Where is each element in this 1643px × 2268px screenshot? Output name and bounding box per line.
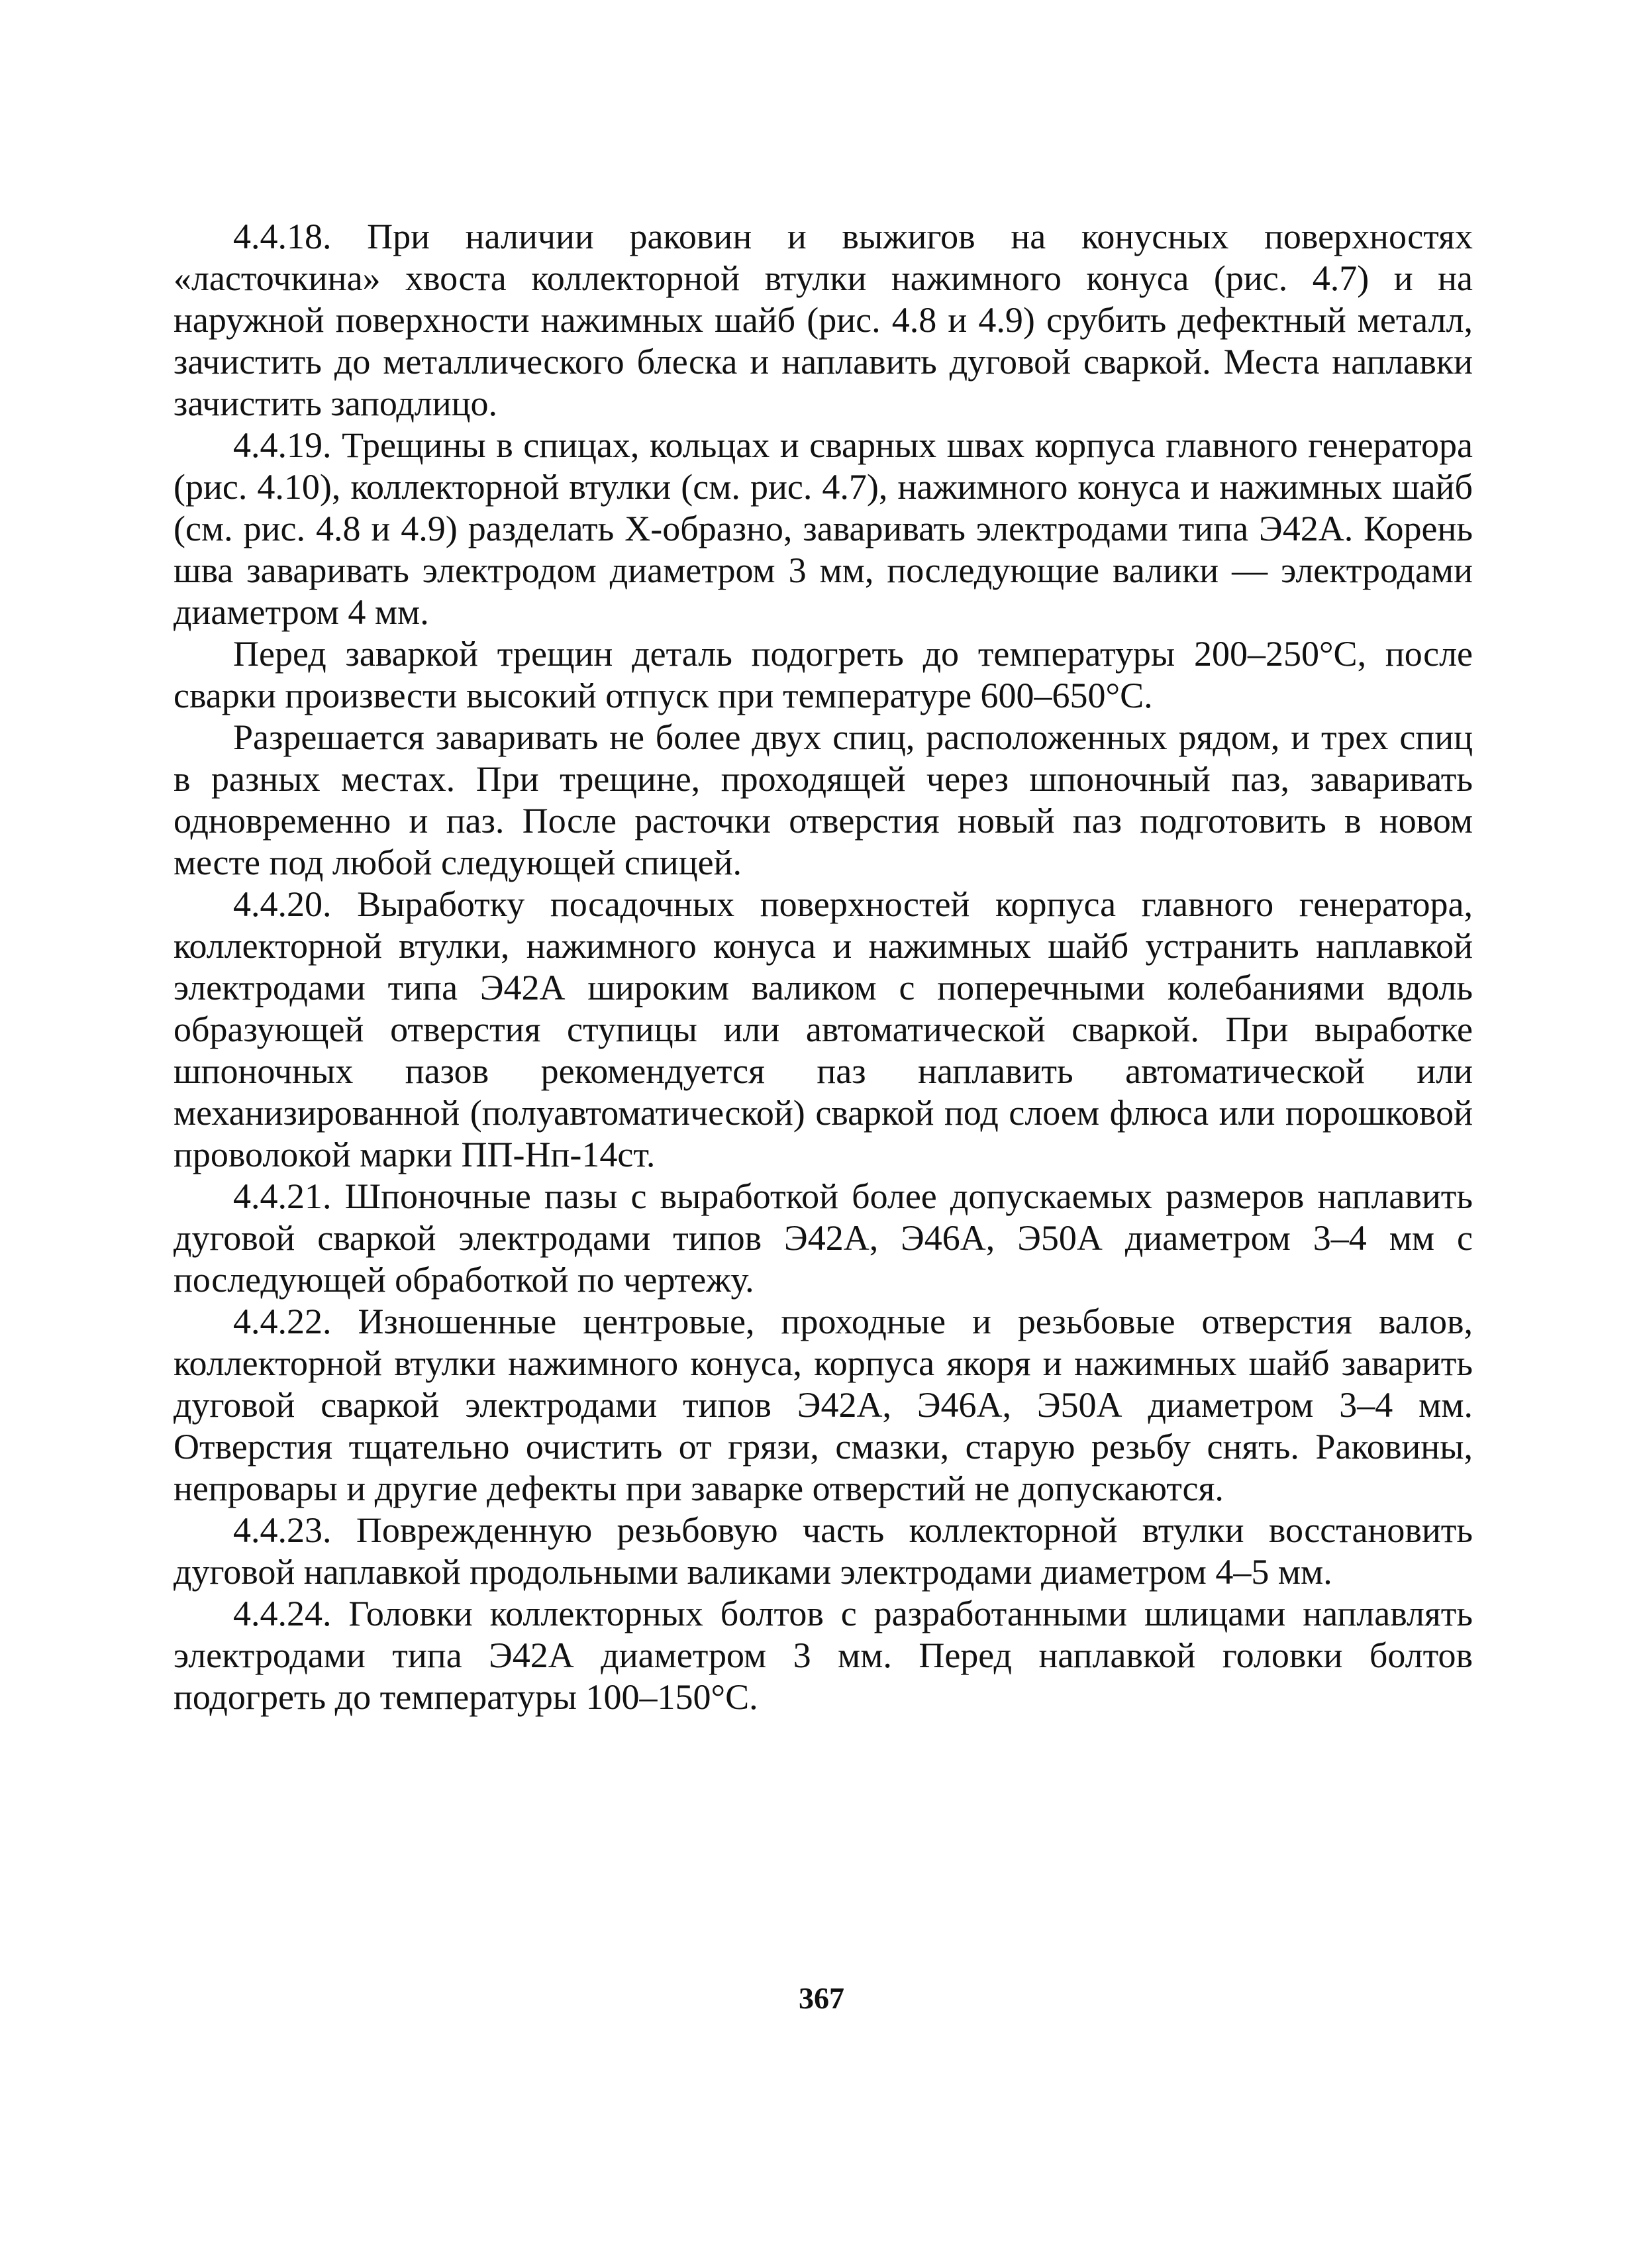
page-number: 367	[799, 1981, 844, 2015]
paragraph-4-4-21: 4.4.21. Шпоночные пазы с выработкой более допускаемых размеров наплавить дуговой сваркой электродами типов Э42А, Э46А, Э50А диаметром 3–4 мм с последующей обработкой по чертежу.	[174, 1176, 1473, 1300]
paragraph-spokes: Разрешается заваривать не более двух спиц, расположенных рядом, и трех спиц в разных местах. При трещине, проходящей через шпоночный паз, заваривать одновременно и паз. После расточки отверстия новый паз подготовить в новом месте под любой следующей спицей.	[174, 717, 1473, 882]
paragraph-4-4-18: 4.4.18. При наличии раковин и выжигов на конусных поверхностях «ласточкина» хвоста коллекторной втулки нажимного конуса (рис. 4.7) и на наружной поверхности нажимных шайб (рис. 4.8 и 4.9) срубить дефектный металл, зачистить до металлического блеска и наплавить дуговой сваркой. Места наплавки зачистить заподлицо.	[174, 217, 1473, 423]
paragraph-4-4-22: 4.4.22. Изношенные центровые, проходные и резьбовые отверстия валов, коллекторной втулки нажимного конуса, корпуса якоря и нажимных шайб заварить дуговой сваркой электродами типов Э42А, Э46А, Э50А диаметром 3–4 мм. Отверстия тщательно очистить от грязи, смазки, старую резьбу снять. Раковины, непровары и другие дефекты при заварке отверстий не допускаются.	[174, 1302, 1473, 1508]
paragraph-4-4-23: 4.4.23. Поврежденную резьбовую часть коллекторной втулки восстановить дуговой наплавкой продольными валиками электродами диаметром 4–5 мм.	[174, 1510, 1473, 1592]
body-text	[174, 216, 1473, 1718]
paragraph-4-4-20: 4.4.20. Выработку посадочных поверхностей корпуса главного генератора, коллекторной втулки, нажимного конуса и нажимных шайб устранить наплавкой электродами типа Э42А широким валиком с поперечными колебаниями вдоль образующей отверстия ступицы или автоматической сваркой. При выработке шпоночных пазов рекомендуется паз наплавить автоматической или механизированной (полуавтоматической) сваркой под слоем флюса или порошковой проволокой марки ПП-Нп-14ст.	[174, 884, 1473, 1174]
paragraph-4-4-19: 4.4.19. Трещины в спицах, кольцах и сварных швах корпуса главного генератора (рис. 4.10), коллекторной втулки (см. рис. 4.7), нажимного конуса и нажимных шайб (см. рис. 4.8 и 4.9) разделать Х-образно, заваривать электродами типа Э42А. Корень шва заваривать электродом диаметром 3 мм, последующие валики — электродами диаметром 4 мм.	[174, 425, 1473, 632]
paragraph-4-4-24: 4.4.24. Головки коллекторных болтов с разработанными шлицами наплавлять электродами типа Э42А диаметром 3 мм. Перед наплавкой головки болтов подогреть до температуры 100–150°С.	[174, 1594, 1473, 1717]
paragraph-preheat: Перед заваркой трещин деталь подогреть до температуры 200–250°С, после сварки произвести высокий отпуск при температуре 600–650°С.	[174, 634, 1473, 715]
